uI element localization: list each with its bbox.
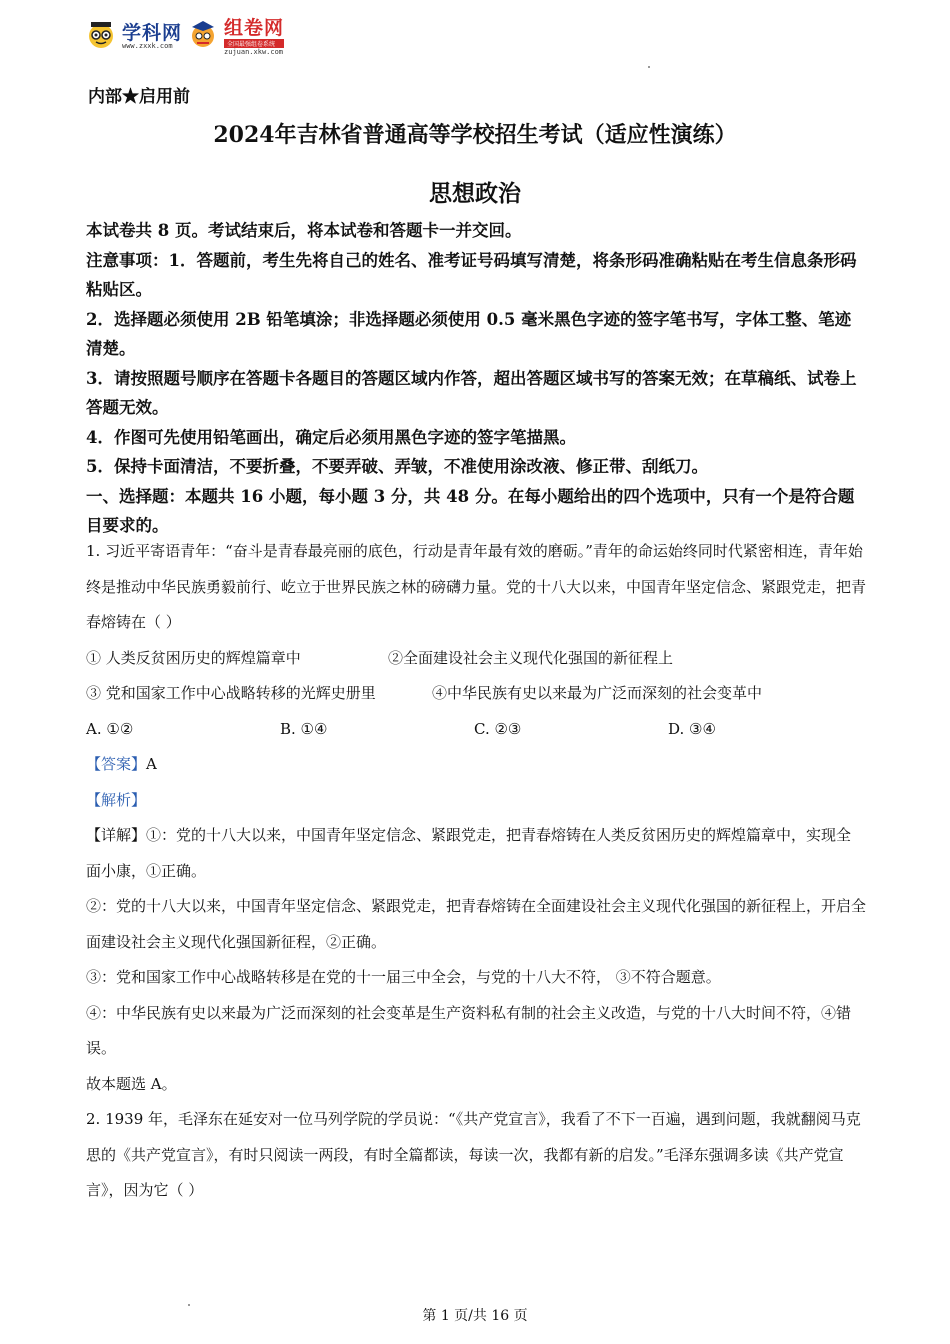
q1-options — [86, 712, 866, 748]
question-1-stem: 1. 习近平寄语青年：“奋斗是青春最亮丽的底色，行动是青年最有效的磨砺。”青年的命运始终同时代紧密相连，青年始终是推动中华民族勇毅前行、屹立于世界民族之林的磅礴力量。党的十八大以来，中国青年坚定信念、紧跟党走，把青春熔铸在（ ） — [86, 542, 867, 631]
note-line: 4．作图可先使用铅笔画出，确定后必须用黑色字迹的签字笔描黑。 — [86, 427, 576, 447]
note-line: 3．请按照题号顺序在答题卡各题目的答题区域内作答，超出答题区域书写的答案无效；在草稿纸、试卷上答题无效。 — [86, 368, 857, 417]
brand-name-2: 组卷网 — [224, 16, 285, 39]
q1-item-2: ②全面建设社会主义现代化强国的新征程上 — [388, 648, 674, 667]
q1-detail-1 — [86, 818, 866, 889]
q1-option-a: A. ①② — [86, 719, 134, 738]
header-logo — [86, 14, 284, 54]
exam-title: 2024年吉林省普通高等学校招生考试（适应性演练） — [213, 122, 737, 148]
mascot-2-icon — [188, 19, 218, 49]
q1-item-1: ① 人类反贫困历史的辉煌篇章中 — [86, 648, 301, 667]
question-2-stem: 2. 1939 年，毛泽东在延安对一位马列学院的学员说：“《共产党宣言》，我看了不下一百遍，遇到问题，我就翻阅马克思的《共产党宣言》，有时只阅读一两段，有时全篇都读，每读一次，我都有新的启发。”毛泽东强调多读《共产党宣言》，因为它（ ） — [86, 1110, 861, 1199]
detail-text: ①：党的十八大以来，中国青年坚定信念、紧跟党走，把青春熔铸在人类反贫困历史的辉煌篇章中，实现全面小康，①正确。 — [86, 826, 852, 880]
q1-option-d: D. ③④ — [668, 719, 716, 738]
brand-url-2: zujuan.xkw.com — [224, 47, 284, 56]
q1-option-b: B. ①④ — [280, 719, 328, 738]
subject-title: 思想政治 — [429, 180, 521, 207]
q1-detail-4: ④：中华民族有史以来最为广泛而深刻的社会变革是生产资料私有制的社会主义改造，与党的十八大时间不符，④错误。 — [86, 1003, 852, 1057]
note-line: 5．保持卡面清洁，不要折叠，不要弄破、弄皱，不准使用涂改液、修正带、刮纸刀。 — [86, 457, 708, 476]
brand-tag-2: 全国最强组卷系统 — [224, 39, 284, 48]
detail-label: 【详解】 — [86, 826, 147, 844]
brand-name-1: 学科网 — [122, 22, 183, 44]
q1-items-row-1 — [86, 641, 866, 677]
note-line: 注意事项：1．答题前，考生先将自己的姓名、准考证号码填写清楚，将条形码准确粘贴在考生信息条形码粘贴区。 — [86, 250, 857, 299]
q1-option-c: C. ②③ — [474, 719, 522, 738]
q1-item-3: ③ 党和国家工作中心战略转移的光辉史册里 — [86, 684, 376, 702]
brand-url-1: www.zxxk.com — [122, 42, 173, 50]
scan-dot — [648, 66, 650, 68]
q1-items-row-2 — [86, 676, 866, 712]
note-line: 本试卷共 8 页。考试结束后，将本试卷和答题卡一并交回。 — [86, 221, 522, 240]
confidential-label: 内部★启用前 — [88, 87, 190, 107]
q1-item-4: ④中华民族有史以来最为广泛而深刻的社会变革中 — [432, 684, 763, 702]
instructions — [86, 216, 866, 541]
mascot-icon — [86, 19, 116, 49]
question-body — [86, 534, 866, 1209]
analysis-label: 【解析】 — [86, 790, 147, 809]
answer-value: A — [146, 755, 157, 773]
q1-answer — [86, 747, 866, 783]
answer-label: 【答案】 — [86, 755, 147, 773]
q1-detail-3: ③：党和国家工作中心战略转移是在党的十一届三中全会，与党的十八大不符， ③不符合题意。 — [86, 968, 721, 986]
note-line: 2．选择题必须使用 2B 铅笔填涂；非选择题必须使用 0.5 毫米黑色字迹的签字笔书写，字体工整、笔迹清楚。 — [86, 309, 852, 358]
q1-conclusion: 故本题选 A。 — [86, 1074, 177, 1093]
q1-detail-2: ②：党的十八大以来，中国青年坚定信念、紧跟党走，把青春熔铸在全面建设社会主义现代化强国的新征程上，开启全面建设社会主义现代化强国新征程，②正确。 — [86, 897, 867, 951]
page-footer: 第 1 页/共 16 页 — [422, 1308, 528, 1324]
section-heading: 一、选择题：本题共 16 小题，每小题 3 分，共 48 分。在每小题给出的四个选项中，只有一个是符合题目要求的。 — [86, 486, 855, 535]
